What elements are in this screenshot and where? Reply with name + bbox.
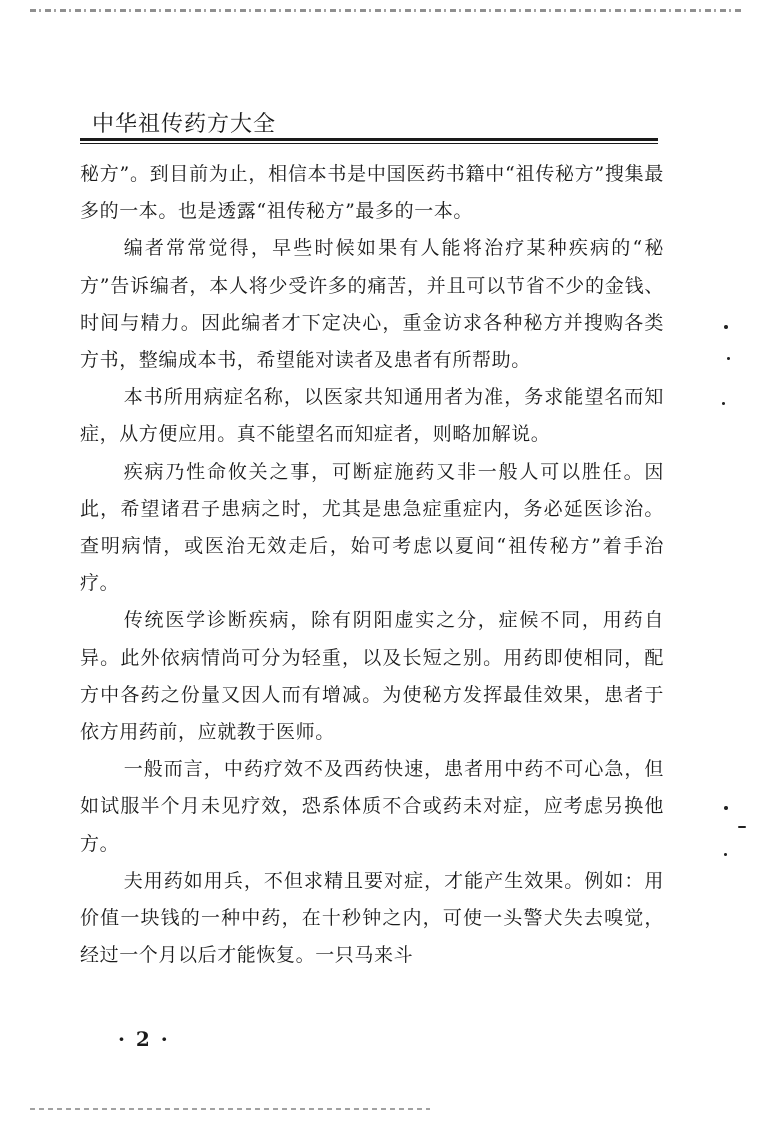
paragraph: 编者常常觉得，早些时候如果有人能将治疗某种疾病的“秘方”告诉编者，本人将少受许多的痛苦，并且可以节省不少的金钱、时间与精力。因此编者才下定决心，重金访求各种秘方并搜购各类方书，整编成本书，希望能对读者及患者有所帮助。 [80, 237, 664, 372]
scan-artifact-bottom [30, 1108, 430, 1110]
running-header: 中华祖传药方大全 [92, 112, 277, 137]
scan-speck [722, 402, 725, 405]
scan-artifact-top [30, 9, 742, 12]
page-number: · 2 · [118, 1027, 170, 1051]
header-rule-thin [80, 143, 658, 144]
paragraph: 疾病乃性命攸关之事，可断症施药又非一般人可以胜任。因此，希望诸君子患病之时，尤其是患急症重症内，务必延医诊治。查明病情，或医治无效走后，始可考虑以夏间“祖传秘方”着手治疗。 [80, 460, 664, 595]
scan-speck [724, 853, 727, 856]
scan-speck [724, 325, 728, 329]
paragraph: 本书所用病症名称，以医家共知通用者为准，务求能望名而知症，从方便应用。真不能望名而知症者，则略加解说。 [80, 386, 664, 446]
scan-speck [724, 806, 728, 810]
paragraph: 传统医学诊断疾病，除有阴阳虚实之分，症候不同，用药自异。此外依病情尚可分为轻重，以及长短之别。用药即使相同，配方中各药之份量又因人而有增减。为使秘方发挥最佳效果，患者于依方用药前，应就教于医师。 [80, 609, 664, 744]
paragraph: 夫用药如用兵，不但求精且要对症，才能产生效果。例如：用价值一块钱的一种中药，在十秒钟之内，可使一头警犬失去嗅觉，经过一个月以后才能恢复。一只马来斗 [80, 869, 664, 967]
scan-speck [738, 826, 746, 828]
header-rule-thick [80, 138, 658, 141]
body-text [80, 156, 664, 974]
paragraph: 一般而言，中药疗效不及西药快速，患者用中药不可心急，但如试服半个月未见疗效，恐系体质不合或药未对症，应考虑另换他方。 [80, 758, 664, 855]
scan-speck [727, 357, 730, 360]
paragraph-continuation: 秘方”。到目前为止，相信本书是中国医药书籍中“祖传秘方”搜集最多的一本。也是透露“祖传秘方”最多的一本。 [80, 163, 664, 223]
